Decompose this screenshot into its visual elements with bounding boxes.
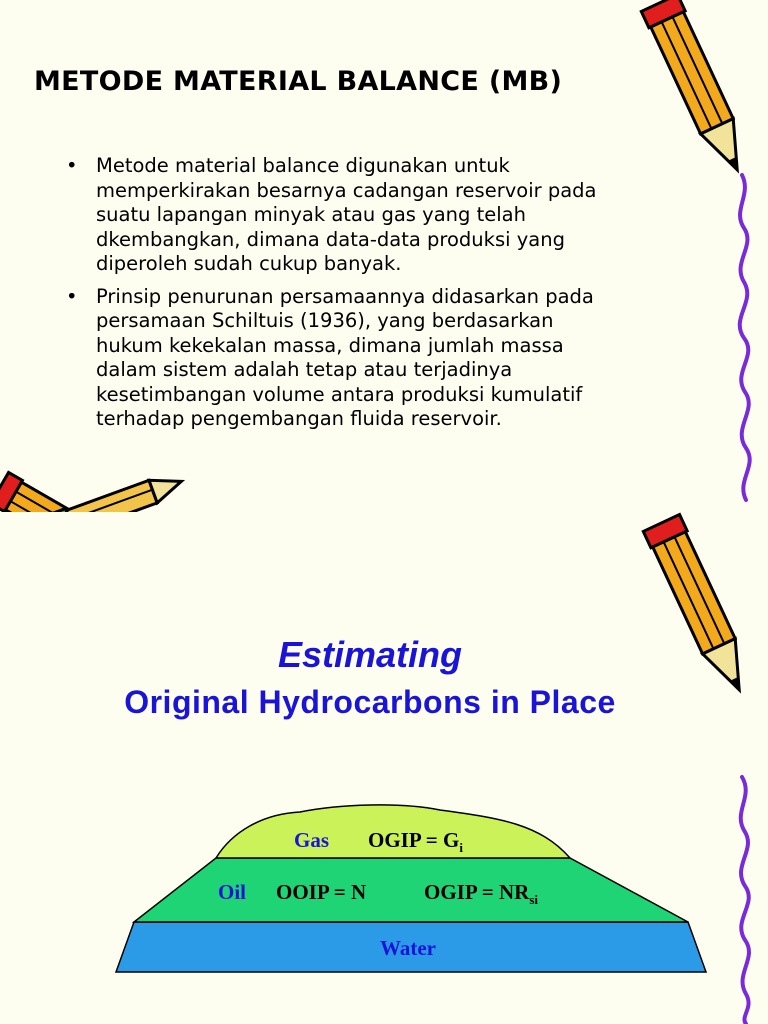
water-label: Water	[380, 936, 436, 960]
bullet-line: terhadap pengembangan fluida reservoir.	[96, 407, 502, 430]
slide-title-line1: Estimating	[277, 634, 463, 675]
slide-title-line2: Original Hydrocarbons in Place	[124, 684, 616, 720]
bullet-line: suatu lapangan minyak atau gas yang telah	[96, 203, 526, 226]
squiggle-line-icon	[741, 777, 749, 1024]
gas-label: Gas	[294, 828, 330, 852]
bullet-line: dkembangkan, dimana data-data produksi yang	[96, 227, 565, 251]
bullet-line: memperkirakan besarnya cadangan reservoir pada	[96, 178, 597, 202]
oil-ogip-sub: si	[529, 892, 538, 907]
bullet-line: persamaan Schiltuis (1936), yang berdasarkan	[96, 309, 554, 332]
slide-title: METODE MATERIAL BALANCE (MB)	[34, 66, 563, 97]
bullet-line: dalam sistem adalah tetap atau terjadinya	[96, 358, 513, 381]
gas-equation	[368, 828, 463, 856]
oil-label: Oil	[218, 880, 247, 904]
oil-ogip-main: OGIP = NR	[424, 880, 530, 904]
bullet-marker: •	[66, 284, 78, 308]
bullet-marker: •	[66, 154, 78, 177]
bullet-line: hukum kekekalan massa, dimana jumlah massa	[96, 333, 564, 357]
oil-ogip-equation	[424, 880, 538, 908]
gas-eq-sub: i	[459, 840, 463, 855]
slide-2	[0, 512, 768, 1024]
bullet-line: kesetimbangan volume antara produksi kumulatif	[96, 382, 583, 406]
bullet-line: Prinsip penurunan persamaannya didasarkan pada	[96, 284, 594, 308]
bullet-line: Metode material balance digunakan untuk	[96, 154, 510, 177]
gas-eq-main: OGIP = G	[368, 828, 460, 852]
bullet-line: diperoleh sudah cukup banyak.	[96, 252, 402, 275]
ooip-equation: OOIP = N	[276, 880, 367, 904]
